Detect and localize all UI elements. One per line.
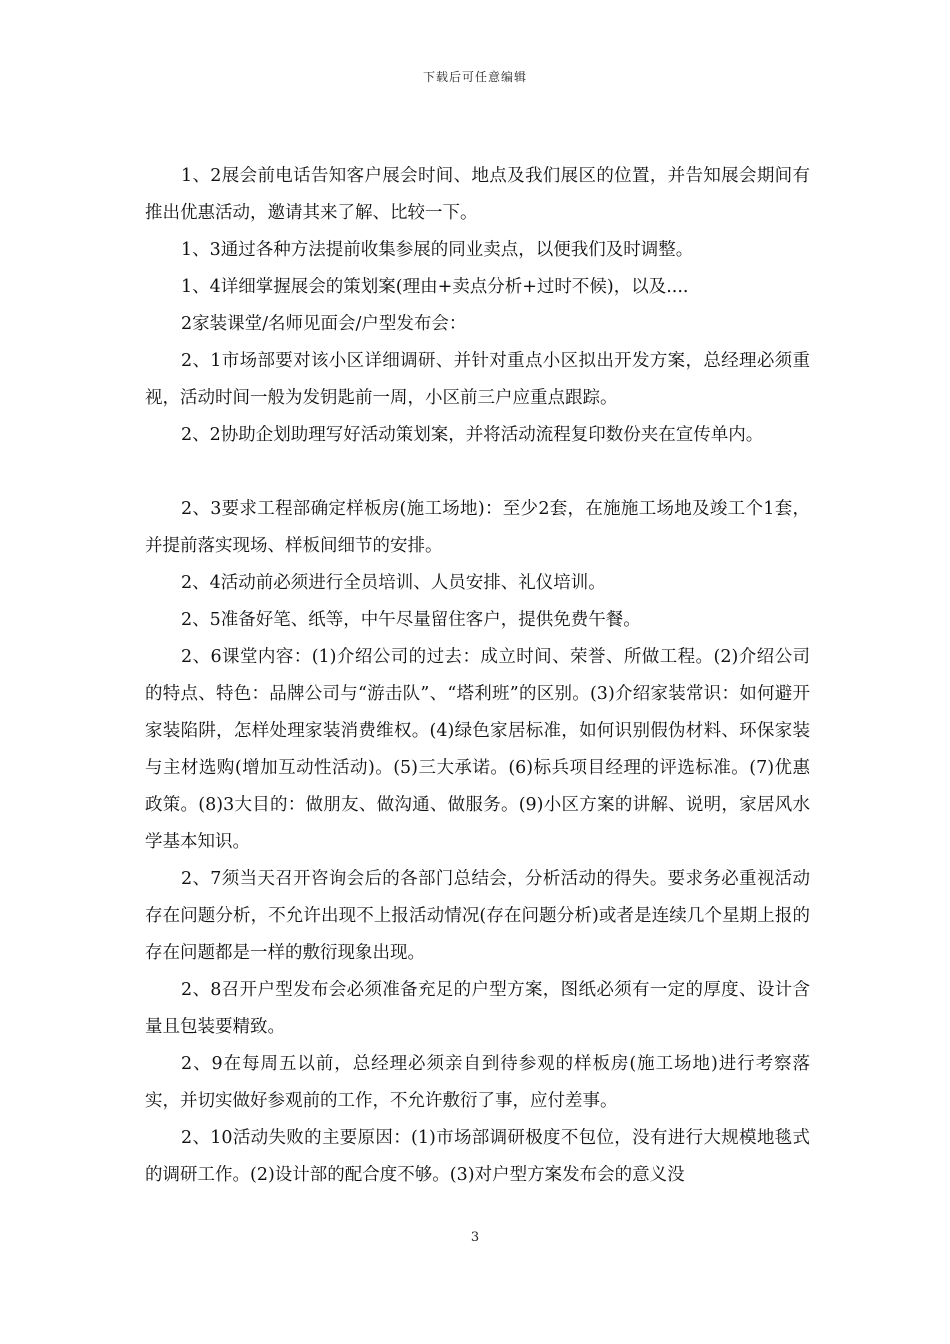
paragraph-2-6: 2、6课堂内容：(1)介绍公司的过去：成立时间、荣誉、所做工程。(2)介绍公司的特点、特色：品牌公司与“游击队”、“塔利班”的区别。(3)介绍家装常识：如何避开家装陷阱，怎样处理家装消费维权。(4)绿色家居标准，如何识别假伪材料、环保家装与主材选购(增加互动性活动)。(5)三大承诺。(6)标兵项目经理的评选标准。(7)优惠政策。(8)3大目的：做朋友、做沟通、做服务。(9)小区方案的讲解、说明，家居风水学基本知识。 [145,647,810,852]
paragraph-2-10: 2、10活动失败的主要原因：(1)市场部调研极度不包位，没有进行大规模地毯式的调研工作。(2)设计部的配合度不够。(3)对户型方案发布会的意义没 [145,1128,810,1185]
paragraph-2-5: 2、5准备好笔、纸等，中午尽量留住客户，提供免费午餐。 [181,610,641,630]
header-note: 下载后可任意编辑 [422,70,527,84]
paragraph-2-8: 2、8召开户型发布会必须准备充足的户型方案，图纸必须有一定的厚度、设计含量且包装要精致。 [145,980,810,1037]
document-body [145,158,810,1194]
paragraph-2-7: 2、7须当天召开咨询会后的各部门总结会，分析活动的得失。要求务必重视活动存在问题分析，不允许出现不上报活动情况(存在问题分析)或者是连续几个星期上报的存在问题都是一样的敷衍现象出现。 [145,869,810,963]
section-heading-2: 2家装课堂/名师见面会/户型发布会： [181,314,467,334]
paragraph-2-9: 2、9在每周五以前，总经理必须亲自到待参观的样板房(施工场地)进行考察落实，并切实做好参观前的工作，不允许敷衍了事，应付差事。 [145,1054,810,1111]
paragraph-1-2: 1、2展会前电话告知客户展会时间、地点及我们展区的位置，并告知展会期间有推出优惠活动，邀请其来了解、比较一下。 [145,166,810,223]
paragraph-1-3: 1、3通过各种方法提前收集参展的同业卖点，以便我们及时调整。 [181,240,694,260]
paragraph-2-2: 2、2协助企划助理写好活动策划案，并将活动流程复印数份夹在宣传单内。 [181,425,764,445]
paragraph-1-4: 1、4详细掌握展会的策划案(理由+卖点分析+过时不候)，以及.... [181,277,689,297]
paragraph-2-1: 2、1市场部要对该小区详细调研、并针对重点小区拟出开发方案，总经理必须重视，活动时间一般为发钥匙前一周，小区前三户应重点跟踪。 [145,351,810,408]
paragraph-2-4: 2、4活动前必须进行全员培训、人员安排、礼仪培训。 [181,573,606,593]
paragraph-2-3: 2、3要求工程部确定样板房(施工场地)：至少2套，在施施工场地及竣工个1套，并提前落实现场、样板间细节的安排。 [145,499,810,556]
page-number: 3 [470,1230,480,1245]
